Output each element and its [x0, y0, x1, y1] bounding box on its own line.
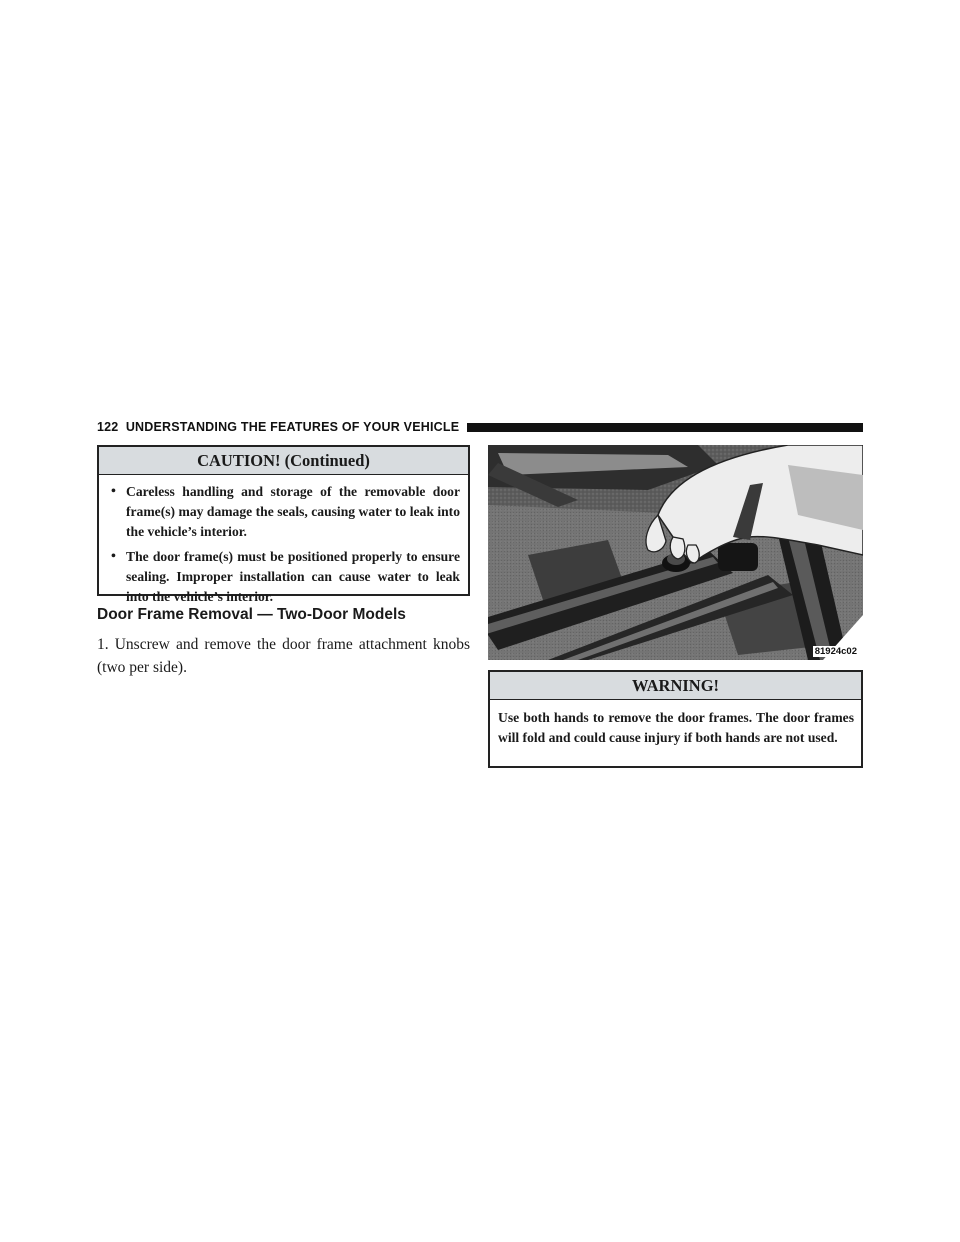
step-1-text: 1. Unscrew and remove the door frame attachment knobs (two per side).	[97, 636, 470, 676]
header-rule	[467, 423, 863, 432]
caution-item: • The door frame(s) must be positioned properly to ensure sealing. Improper installation can cause water to leak into the vehicle’s interior.	[111, 547, 460, 607]
caution-box	[97, 445, 470, 604]
header-text	[97, 420, 459, 434]
caution-list	[111, 482, 460, 607]
warning-title: WARNING!	[490, 672, 861, 700]
caution-item: • Careless handling and storage of the removable door frame(s) may damage the seals, causing water to leak into the vehicle’s interior.	[111, 482, 460, 542]
door-frame-figure	[488, 445, 863, 660]
section-title: UNDERSTANDING THE FEATURES OF YOUR VEHICLE	[125, 420, 460, 434]
section-heading: Door Frame Removal — Two-Door Models	[97, 606, 406, 623]
running-header	[97, 418, 863, 436]
hand-removing-door-frame-knob-illustration	[488, 445, 863, 660]
caution-title: CAUTION! (Continued)	[99, 447, 468, 475]
figure-code: 81924c02	[814, 646, 857, 657]
page-number: 122	[97, 420, 119, 434]
warning-body: Use both hands to remove the door frames. The door frames will fold and could cause injury if both hands are not used.	[498, 710, 854, 745]
warning-box	[488, 670, 863, 768]
